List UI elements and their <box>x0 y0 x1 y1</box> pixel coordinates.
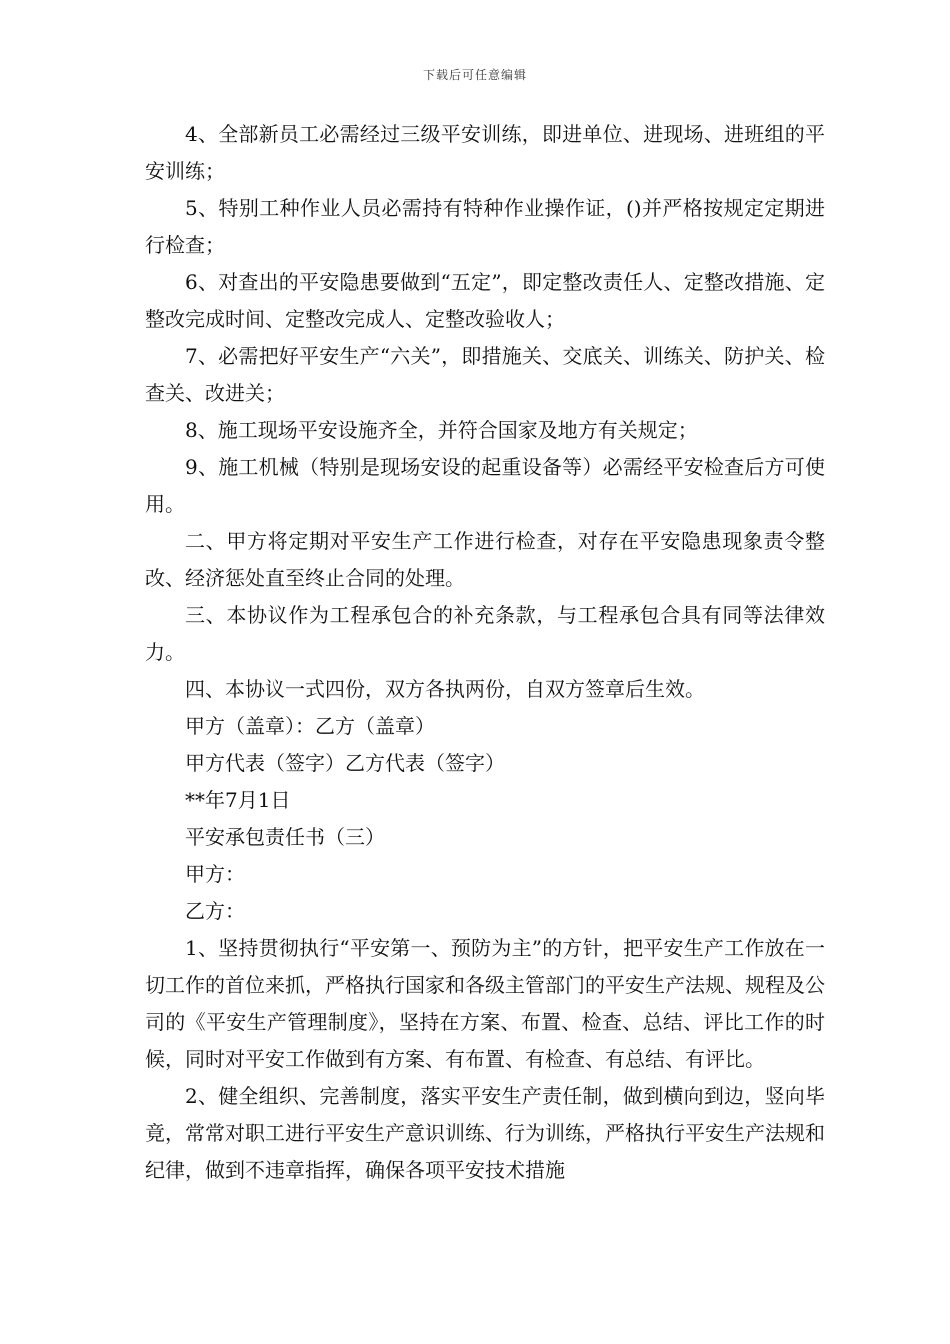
paragraph: 三、本协议作为工程承包合的补充条款，与工程承包合具有同等法律效力。 <box>145 603 825 664</box>
paragraph: 8、施工现场平安设施齐全，并符合国家及地方有关规定； <box>185 418 698 442</box>
paragraph: 5、特别工种作业人员必需持有特种作业操作证，()并严格按规定定期进行检查； <box>145 196 825 257</box>
signature-seal-line: 甲方（盖章）：乙方（盖章） <box>185 714 435 738</box>
party-b-line: 乙方： <box>185 899 245 923</box>
paragraph: 四、本协议一式四份，双方各执两份，自双方签章后生效。 <box>185 677 705 701</box>
document-body <box>145 116 825 1189</box>
paragraph: 2、健全组织、完善制度，落实平安生产责任制，做到横向到边，竖向毕竟，常常对职工进行平安生产意识训练、行为训练，严格执行平安生产法规和纪律，做到不违章指挥，确保各项平安技术措施 <box>145 1084 825 1182</box>
paragraph: 1、坚持贯彻执行“平安第一、预防为主”的方针，把平安生产工作放在一切工作的首位来抓，严格执行国家和各级主管部门的平安生产法规、规程及公司的《平安生产管理制度》，坚持在方案、布置、检查、总结、评比工作的时候，同时对平安工作做到有方案、有布置、有检查、有总结、有评比。 <box>145 936 825 1071</box>
date-line: **年7月1日 <box>185 788 291 812</box>
paragraph: 二、甲方将定期对平安生产工作进行检查，对存在平安隐患现象责令整改、经济惩处直至终止合同的处理。 <box>145 529 825 590</box>
page-header-note: 下载后可任意编辑 <box>422 68 527 82</box>
paragraph: 4、全部新员工必需经过三级平安训练，即进单位、进现场、进班组的平安训练； <box>145 122 825 183</box>
paragraph: 6、对查出的平安隐患要做到“五定”，即定整改责任人、定整改措施、定整改完成时间、定整改完成人、定整改验收人； <box>145 270 825 331</box>
paragraph: 7、必需把好平安生产“六关”，即措施关、交底关、训练关、防护关、检查关、改进关； <box>145 344 825 405</box>
section-title: 平安承包责任书（三） <box>185 825 385 849</box>
party-a-line: 甲方： <box>185 862 245 886</box>
paragraph: 9、施工机械（特别是现场安设的起重设备等）必需经平安检查后方可使用。 <box>145 455 825 516</box>
signature-representative-line: 甲方代表（签字）乙方代表（签字） <box>185 751 505 775</box>
